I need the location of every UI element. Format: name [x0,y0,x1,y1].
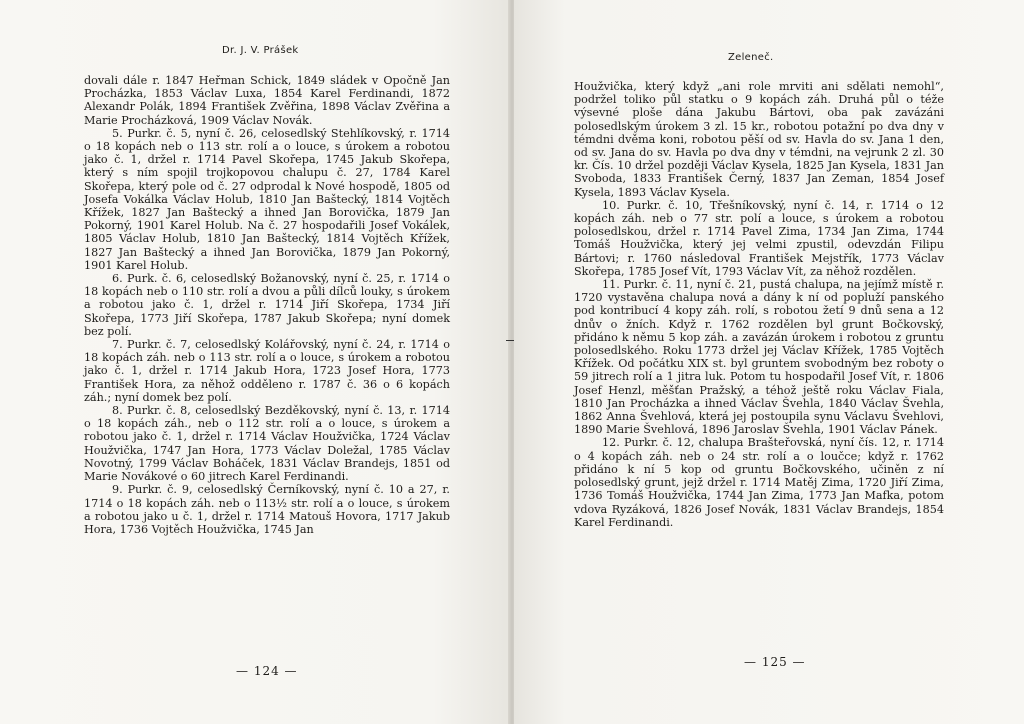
right-paragraph-3: 11. Purkr. č. 11, nyní č. 21, pustá chalupa, na jejímž místě r. 1720 vystavěna chalupa nová a dány k ní od popluží panského pod kontribucí 4 kopy záh. rolí, s robotou žetí 9 dnů sena a 12 dnův o žních. Když r. 1762 rozdělen byl grunt Bočkovský, přidáno k němu 5 kop záh. a zavázán úrokem i robotou z gruntu polosedlského. Roku 1773 držel jej Václav Křížek, 1785 Vojtěch Křížek. Od počátku XIX st. byl gruntem svobodným bez roboty o 59 jitrech rolí a 1 jitra luk. Potom tu hospodařil Josef Vít, r. 1806 Josef Henzl, měšťan Pražský, a téhož ještě roku Václav Fiala, 1810 Jan Procházka a ihned Václav Švehla, 1840 Václav Švehla, 1862 Anna Švehlová, která jej postoupila synu Václavu Švehlovi, 1890 Marie Švehlová, 1896 Jaroslav Švehla, 1901 Václav Pánek. [574,278,944,437]
right-paragraph-4: 12. Purkr. č. 12, chalupa Brašteřovská, nyní čís. 12, r. 1714 o 4 kopách záh. neb o 24 str. rolí a o loučce; když r. 1762 přidáno k ní 5 kop od gruntu Bočkovského, učiněn z ní polosedlský grunt, jejž držel r. 1714 Matěj Zima, 1720 Jiří Zima, 1736 Tomáš Houžvička, 1744 Jan Zima, 1773 Jan Mafka, potom vdova Ryzáková, 1826 Josef Novák, 1831 Václav Brandejs, 1854 Karel Ferdinandi. [574,436,944,529]
right-paragraph-2: 10. Purkr. č. 10, Třešníkovský, nyní č. 14, r. 1714 o 12 kopách záh. neb o 77 str. polí a louce, s úrokem a robotou polosedlskou, držel r. 1714 Pavel Zima, 1734 Jan Zima, 1744 Tomáš Houžvička, který jej velmi zpustil, odevzdán Filipu Bártovi; r. 1760 následoval František Mejstřík, 1773 Václav Skořepa, 1785 Josef Vít, 1793 Václav Vít, za něhož rozdělen. [574,198,944,278]
right-page [514,0,1024,724]
left-paragraph-5: 8. Purkr. č. 8, celosedlský Bezděkovský, nyní č. 13, r. 1714 o 18 kopách záh., neb o 112 str. rolí a o louce, s úrokem a robotou jako č. 1, držel r. 1714 Václav Houžvička, 1724 Václav Houžvička, 1747 Jan Hora, 1773 Václav Doležal, 1785 Václav Novotný, 1799 Václav Boháček, 1831 Václav Brandejs, 1851 od Marie Novákové o 60 jitrech Karel Ferdinandi. [84,404,450,484]
left-running-head: Dr. J. V. Prášek [222,45,299,56]
left-paragraph-6: 9. Purkr. č. 9, celosedlský Černíkovský, nyní č. 10 a 27, r. 1714 o 18 kopách záh. neb o 113½ str. rolí a o louce, s úrokem a robotou jako u č. 1, držel r. 1714 Matouš Hovora, 1717 Jakub Hora, 1736 Vojtěch Houžvička, 1745 Jan [84,483,450,536]
left-page-number: — 124 — [236,664,298,678]
right-text-block [574,80,944,529]
left-text-block [84,74,450,536]
left-paragraph-2: 5. Purkr. č. 5, nyní č. 26, celosedlský Stehlíkovský, r. 1714 o 18 kopách neb o 113 str. rolí a o louce, s úrokem a robotou jako č. 1, držel r. 1714 Pavel Skořepa, 1745 Jakub Skořepa, který s ním spojil trojkopovou chalupu č. 27, 1784 Karel Skořepa, který pole od č. 27 odprodal k Nové hospodě, 1805 od Josefa Vokálka Václav Holub, 1810 Jan Baštecký, 1814 Vojtěch Křížek, 1827 Jan Baštecký a ihned Jan Borovička, 1879 Jan Pokorný, 1901 Karel Holub. Na č. 27 hospodařili Josef Vokálek, 1805 Václav Holub, 1810 Jan Baštecký, 1814 Vojtěch Křížek, 1827 Jan Baštecký a ihned Jan Borovička, 1879 Jan Pokorný, 1901 Karel Holub. [84,126,450,272]
left-paragraph-1: dovali dále r. 1847 Heřman Schick, 1849 sládek v Opočně Jan Procházka, 1853 Václav Luxa, 1854 Karel Ferdinandi, 1872 Alexandr Polák, 1894 František Zvěřina, 1898 Václav Zvěřina a Marie Procházková, 1909 Václav Novák. [84,74,450,127]
left-page [0,0,510,724]
right-running-head: Zeleneč. [728,52,774,63]
left-paragraph-3: 6. Purk. č. 6, celosedlský Božanovský, nyní č. 25, r. 1714 o 18 kopách neb o 110 str. rolí a dvou a půli dílců louky, s úrokem a robotou jako č. 1, držel r. 1714 Jiří Skořepa, 1734 Jiří Skořepa, 1773 Jiří Skořepa, 1787 Jakub Skořepa; nyní domek bez polí. [84,272,450,338]
left-paragraph-4: 7. Purkr. č. 7, celosedlský Kolářovský, nyní č. 24, r. 1714 o 18 kopách záh. neb o 113 str. rolí a o louce, s úrokem a robotou jako č. 1, držel r. 1714 Jakub Hora, 1723 Josef Hora, 1773 František Hora, za něhož odděleno r. 1787 č. 36 o 6 kopách záh.; nyní domek bez polí. [84,338,450,404]
right-paragraph-1: Houžvička, který když „ani role mrviti ani sdělati nemohl“, podržel toliko půl statku o 9 kopách záh. Druhá půl o téže výsevné ploše dána Jakubu Bártovi, oba pak zavázáni polosedlským úrokem 3 zl. 15 kr., robotou potažní po dva dny v témdni dvěma koni, robotou pěší od sv. Havla do sv. Jana 1 den, od sv. Jana do sv. Havla po dva dny v témdni, na vejrunk 2 zl. 30 kr. Čís. 10 držel později Václav Kysela, 1825 Jan Kysela, 1831 Jan Svoboda, 1833 František Černý, 1837 Jan Zeman, 1854 Josef Kysela, 1893 Václav Kysela. [574,80,944,199]
right-page-number: — 125 — [744,655,806,669]
